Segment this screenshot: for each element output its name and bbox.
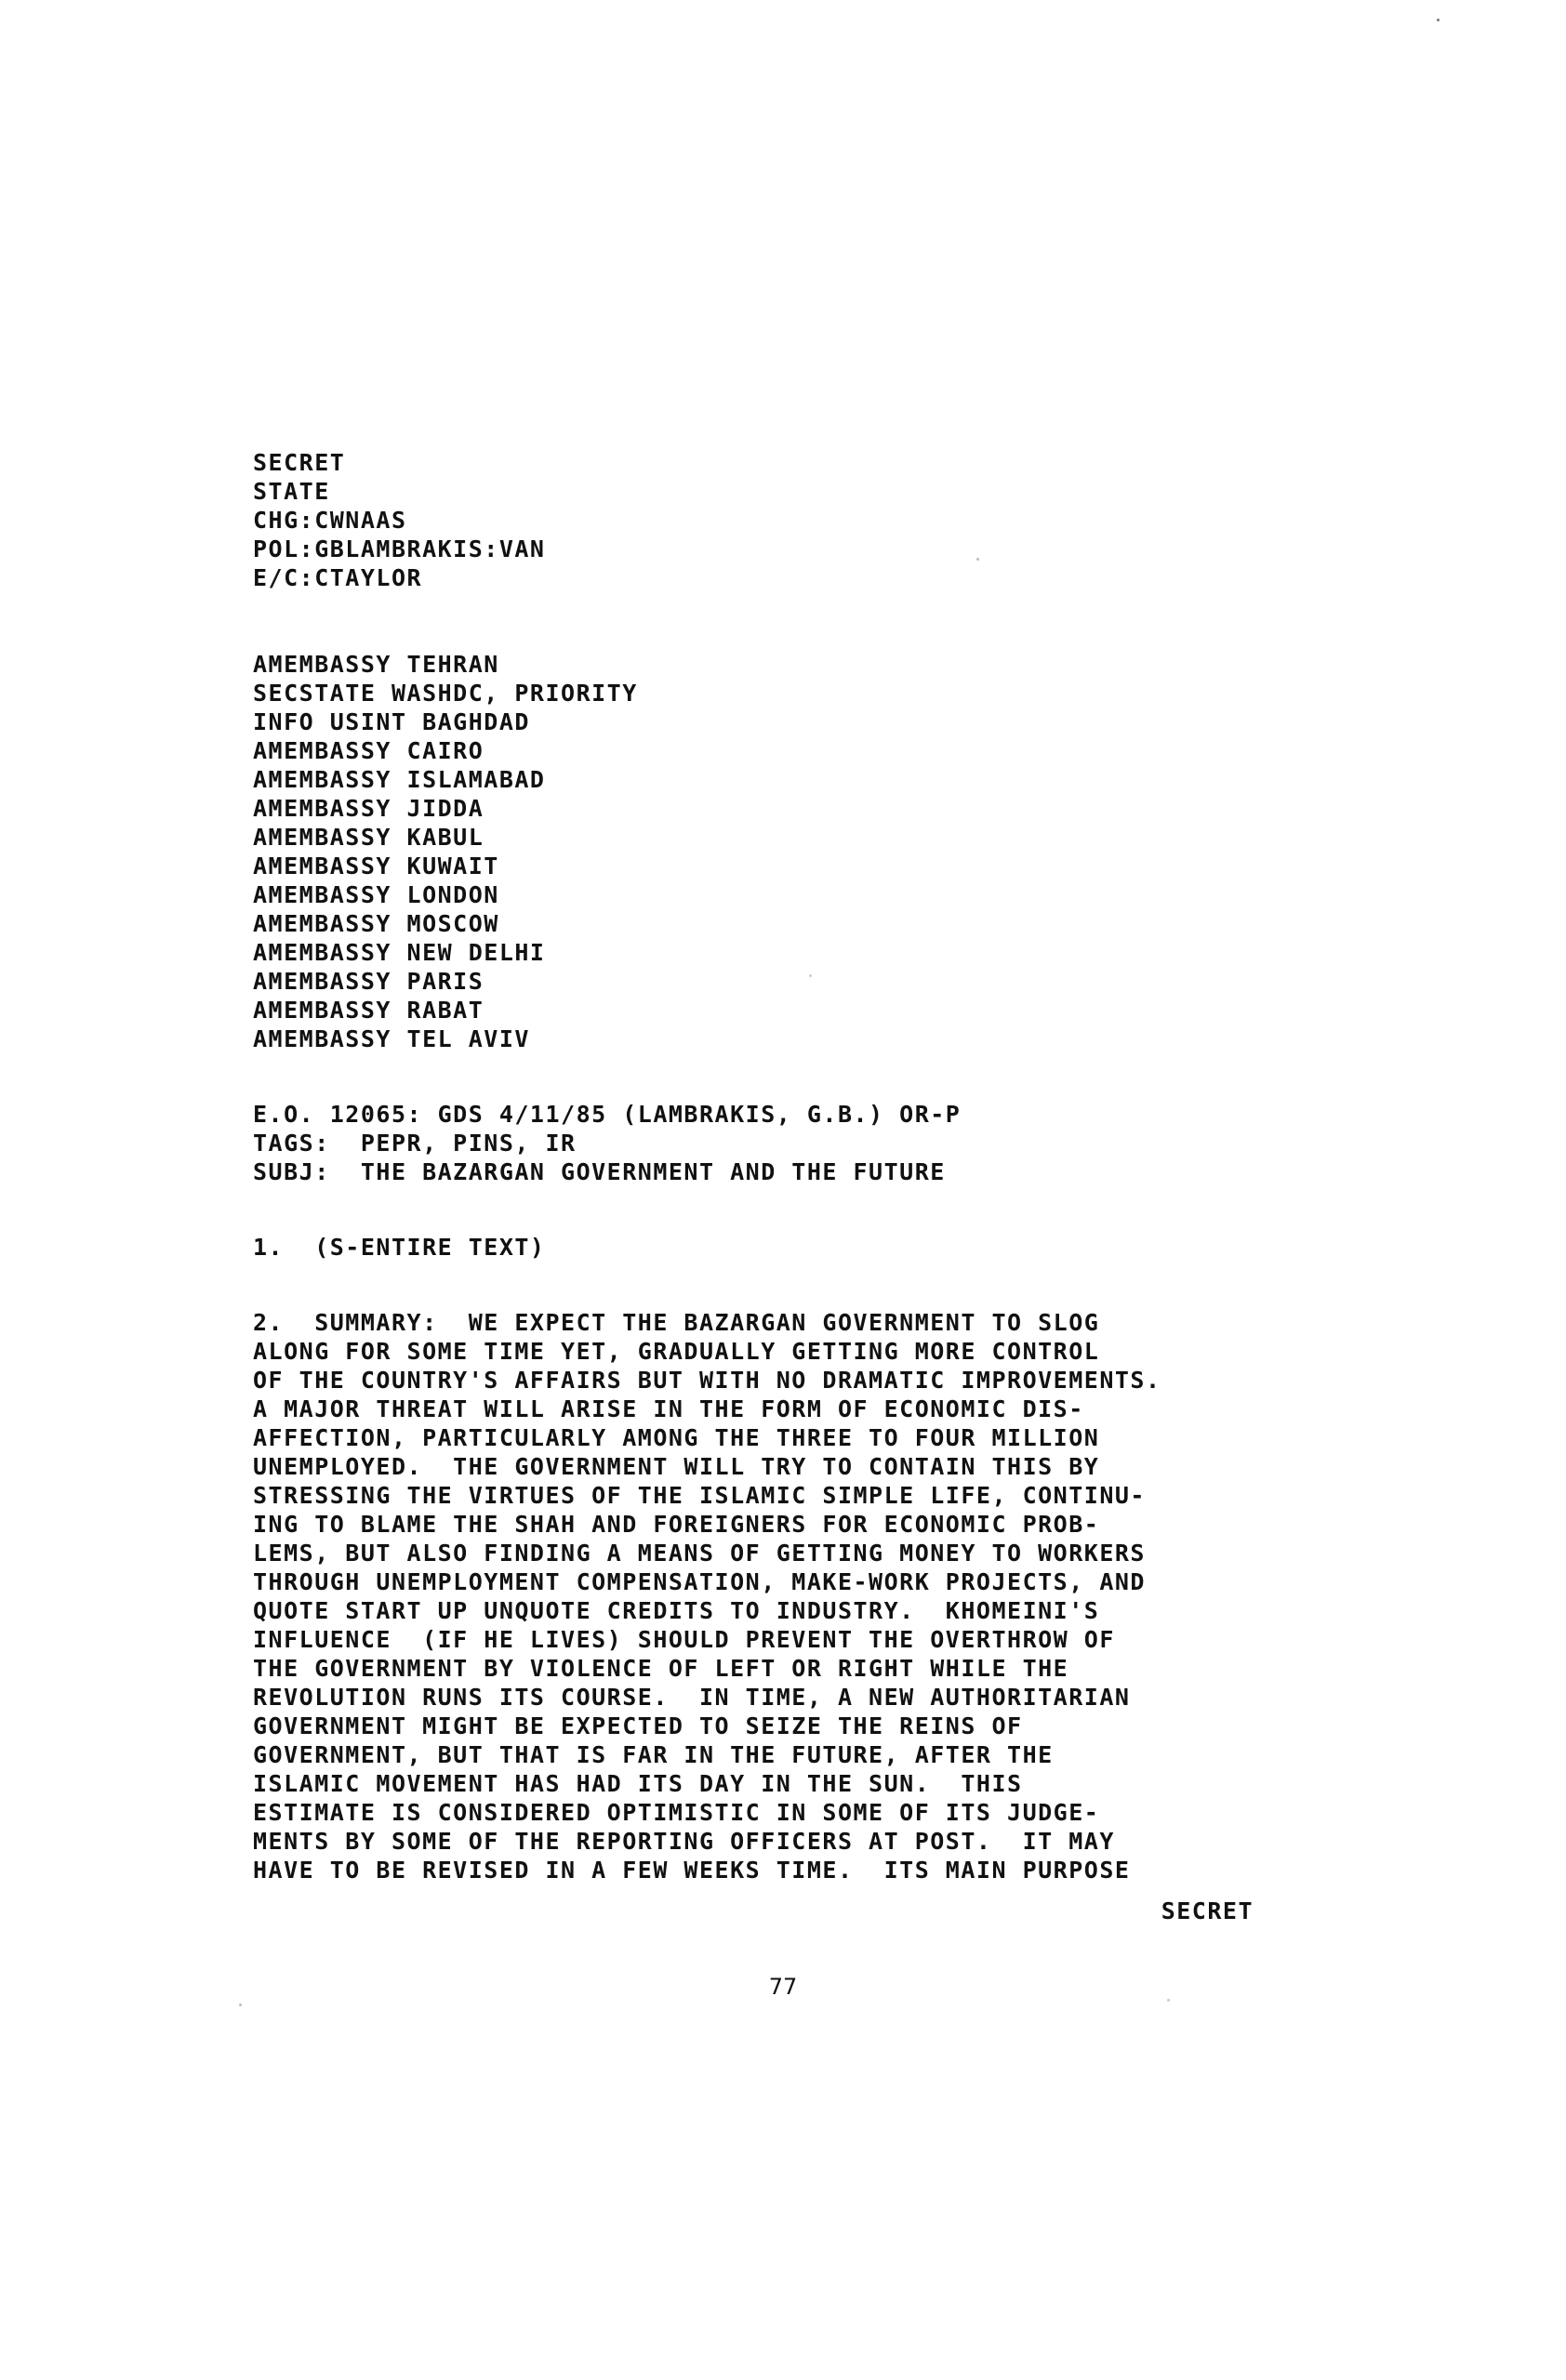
addressee-line: AMEMBASSY LONDON (253, 881, 499, 908)
addressee-line: AMEMBASSY PARIS (253, 968, 484, 995)
paragraph-line: UNEMPLOYED. THE GOVERNMENT WILL TRY TO CONTAIN THIS BY (253, 1453, 1100, 1480)
executive-order-line: E.O. 12065: GDS 4/11/85 (LAMBRAKIS, G.B.) OR-P (253, 1101, 962, 1128)
spacer (253, 1186, 1304, 1233)
paragraph-line: ESTIMATE IS CONSIDERED OPTIMISTIC IN SOME OF ITS JUDGE- (253, 1799, 1100, 1826)
clearance-line: E/C:CTAYLOR (253, 564, 423, 591)
paragraph-line: ING TO BLAME THE SHAH AND FOREIGNERS FOR ECONOMIC PROB- (253, 1511, 1100, 1538)
paragraph-line: REVOLUTION RUNS ITS COURSE. IN TIME, A NEW AUTHORITARIAN (253, 1684, 1131, 1711)
addressee-line: AMEMBASSY NEW DELHI (253, 939, 546, 966)
spacer (253, 592, 1304, 650)
paragraph-line: MENTS BY SOME OF THE REPORTING OFFICERS AT POST. IT MAY (253, 1828, 1115, 1855)
header-block (253, 448, 1304, 592)
paragraph-1 (253, 1233, 1304, 1262)
page-number: 77 (768, 1974, 798, 2000)
drafter-line: POL:GBLAMBRAKIS:VAN (253, 536, 546, 562)
charge-line: CHG:CWNAAS (253, 507, 407, 534)
paragraph-line: QUOTE START UP UNQUOTE CREDITS TO INDUSTRY. KHOMEINI'S (253, 1597, 1100, 1624)
reference-block (253, 1100, 1304, 1186)
scan-speck (976, 558, 979, 561)
cable-body (253, 448, 1304, 1884)
scan-speck (809, 974, 812, 977)
paragraph-line: A MAJOR THREAT WILL ARISE IN THE FORM OF ECONOMIC DIS- (253, 1395, 1084, 1422)
tags-line: TAGS: PEPR, PINS, IR (253, 1130, 577, 1157)
addressee-line: AMEMBASSY JIDDA (253, 795, 484, 822)
spacer (253, 1262, 1304, 1308)
paragraph-line: THE GOVERNMENT BY VIOLENCE OF LEFT OR RIGHT WHILE THE (253, 1655, 1069, 1682)
paragraph-line: 1. (S-ENTIRE TEXT) (253, 1234, 546, 1261)
paragraph-line: AFFECTION, PARTICULARLY AMONG THE THREE TO FOUR MILLION (253, 1424, 1100, 1451)
addressee-line: AMEMBASSY ISLAMABAD (253, 766, 546, 793)
paragraph-line: OF THE COUNTRY'S AFFAIRS BUT WITH NO DRAMATIC IMPROVEMENTS. (253, 1367, 1161, 1394)
addressee-line: AMEMBASSY RABAT (253, 997, 484, 1024)
paragraph-line: THROUGH UNEMPLOYMENT COMPENSATION, MAKE-WORK PROJECTS, AND (253, 1568, 1146, 1595)
addressee-block (253, 650, 1304, 1053)
addressee-line: INFO USINT BAGHDAD (253, 708, 530, 735)
paragraph-line: 2. SUMMARY: WE EXPECT THE BAZARGAN GOVERNMENT TO SLOG (253, 1309, 1100, 1336)
origin-line: STATE (253, 478, 330, 505)
spacer (253, 1053, 1304, 1100)
addressee-line: AMEMBASSY MOSCOW (253, 910, 499, 937)
paragraph-line: INFLUENCE (IF HE LIVES) SHOULD PREVENT THE OVERTHROW OF (253, 1626, 1115, 1653)
subject-line: SUBJ: THE BAZARGAN GOVERNMENT AND THE FUTURE (253, 1158, 946, 1185)
paragraph-line: GOVERNMENT, BUT THAT IS FAR IN THE FUTURE, AFTER THE (253, 1741, 1054, 1768)
scan-speck (1437, 19, 1440, 21)
paragraph-2 (253, 1308, 1304, 1884)
paragraph-line: STRESSING THE VIRTUES OF THE ISLAMIC SIMPLE LIFE, CONTINU- (253, 1482, 1146, 1509)
addressee-line: AMEMBASSY KABUL (253, 824, 484, 851)
addressee-line: AMEMBASSY CAIRO (253, 737, 484, 764)
scan-speck (1167, 1999, 1170, 2002)
addressee-line: AMEMBASSY TEL AVIV (253, 1025, 530, 1052)
scan-speck (239, 2003, 242, 2006)
addressee-line: AMEMBASSY TEHRAN (253, 651, 499, 678)
paragraph-line: ISLAMIC MOVEMENT HAS HAD ITS DAY IN THE SUN. THIS (253, 1770, 1023, 1797)
addressee-line: SECSTATE WASHDC, PRIORITY (253, 680, 638, 707)
addressee-line: AMEMBASSY KUWAIT (253, 853, 499, 879)
classification-heading: SECRET (253, 449, 346, 476)
footer-classification: SECRET (1161, 1897, 1254, 1924)
paragraph-line: ALONG FOR SOME TIME YET, GRADUALLY GETTING MORE CONTROL (253, 1338, 1100, 1365)
paragraph-line: GOVERNMENT MIGHT BE EXPECTED TO SEIZE THE REINS OF (253, 1712, 1023, 1739)
paragraph-line: LEMS, BUT ALSO FINDING A MEANS OF GETTING MONEY TO WORKERS (253, 1540, 1146, 1567)
paragraph-line: HAVE TO BE REVISED IN A FEW WEEKS TIME. ITS MAIN PURPOSE (253, 1857, 1131, 1884)
